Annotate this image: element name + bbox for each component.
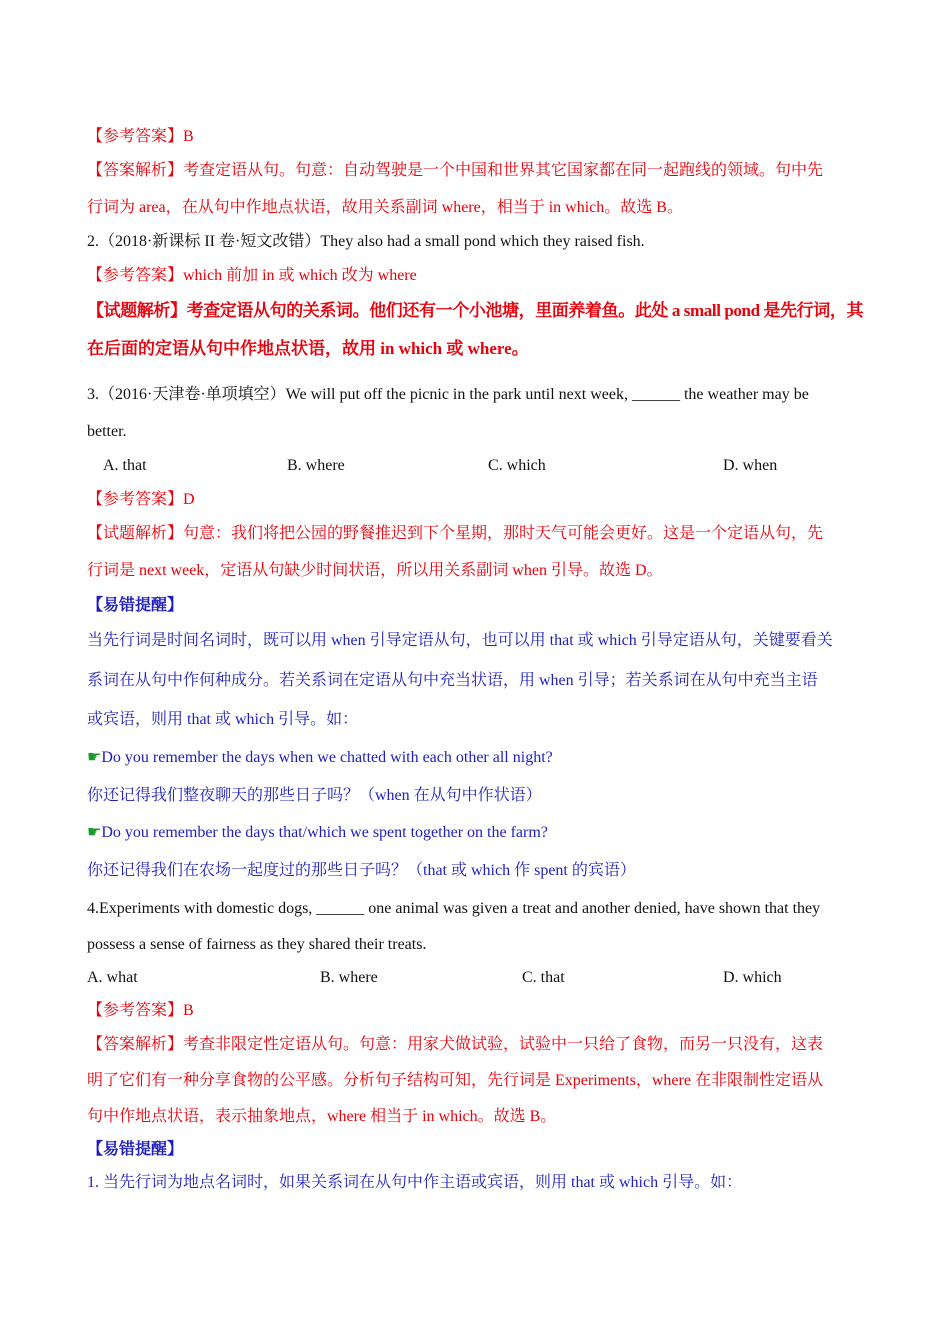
q1-analysis-line-1: 【答案解析】考查定语从句。句意：自动驾驶是一个中国和世界其它国家都在同一起跑线的领域。句中先 (87, 162, 824, 179)
q4-option-d: D. which (723, 969, 782, 986)
q3-tip-line-1: 当先行词是时间名词时，既可以用 when 引导定语从句，也可以用 that 或 which 引导定语从句，关键要看关 (87, 632, 833, 649)
pointing-hand-icon: ☛ (87, 749, 102, 766)
q4-analysis-line-3: 句中作地点状语，表示抽象地点，where 相当于 in which。故选 B。 (87, 1108, 557, 1125)
q3-tip-line-3: 或宾语，则用 that 或 which 引导。如： (87, 711, 359, 728)
q3-example-2-cn: 你还记得我们在农场一起度过的那些日子吗？（that 或 which 作 spent 的宾语） (87, 862, 636, 879)
q3-example-1-en: Do you remember the days when we chatted with each other all night? (101, 749, 553, 766)
q3-example-1-cn: 你还记得我们整夜聊天的那些日子吗？（when 在从句中作状语） (87, 787, 542, 804)
q2-question: 2.（2018·新课标 II 卷·短文改错）They also had a small pond which they raised fish. (87, 233, 645, 250)
q2-analysis-line-2: 在后面的定语从句中作地点状语，故用 in which 或 where。 (87, 339, 529, 358)
q4-analysis-line-2: 明了它们有一种分享食物的公平感。分析句子结构可知，先行词是 Experiments，where 在非限制性定语从 (87, 1072, 823, 1089)
q3-tip-title: 【易错提醒】 (87, 597, 184, 614)
q4-answer: 【参考答案】B (87, 1002, 194, 1019)
q1-answer: 【参考答案】B (87, 128, 194, 145)
q3-option-b: B. where (287, 457, 345, 474)
q4-question-line-1: 4.Experiments with domestic dogs, ______ one animal was given a treat and another denied, have shown that they (87, 900, 821, 917)
q3-option-c: C. which (488, 457, 546, 474)
q4-option-c: C. that (522, 969, 565, 986)
q4-tip-line-1: 1. 当先行词为地点名词时，如果关系词在从句中作主语或宾语，则用 that 或 which 引导。如： (87, 1174, 743, 1191)
q3-tip-line-2: 系词在从句中作何种成分。若关系词在定语从句中充当状语，用 when 引导；若关系词在从句中充当主语 (87, 672, 818, 689)
q3-question-line-2: better. (87, 423, 127, 440)
q3-example-2 (87, 823, 866, 843)
q4-question-line-2: possess a sense of fairness as they shared their treats. (87, 936, 427, 953)
q4-option-a: A. what (87, 969, 138, 986)
q3-answer: 【参考答案】D (87, 491, 195, 508)
q3-option-d: D. when (723, 457, 778, 474)
q2-analysis-line-1: 【试题解析】考查定语从句的关系词。他们还有一个小池塘，里面养着鱼。此处 a small pond 是先行词，其 (87, 301, 864, 320)
q2-answer: 【参考答案】which 前加 in 或 which 改为 where (87, 267, 417, 284)
q3-example-1 (87, 748, 866, 768)
q4-option-b: B. where (320, 969, 378, 986)
q3-example-2-en: Do you remember the days that/which we spent together on the farm? (101, 824, 548, 841)
q3-question-line-1: 3.（2016·天津卷·单项填空）We will put off the picnic in the park until next week, ______ the weather may be (87, 386, 809, 403)
q1-analysis-line-2: 行词为 area，在从句中作地点状语，故用关系副词 where，相当于 in which。故选 B。 (87, 199, 683, 216)
q4-analysis-line-1: 【答案解析】考查非限定性定语从句。句意：用家犬做试验，试验中一只给了食物，而另一只没有，这表 (87, 1036, 824, 1053)
q3-analysis-line-2: 行词是 next week，定语从句缺少时间状语，所以用关系副词 when 引导。故选 D。 (87, 562, 663, 579)
q3-analysis-line-1: 【试题解析】句意：我们将把公园的野餐推迟到下个星期，那时天气可能会更好。这是一个定语从句，先 (87, 525, 824, 542)
pointing-hand-icon: ☛ (87, 824, 102, 841)
q3-option-a: A. that (103, 457, 147, 474)
q4-tip-title: 【易错提醒】 (87, 1141, 184, 1158)
